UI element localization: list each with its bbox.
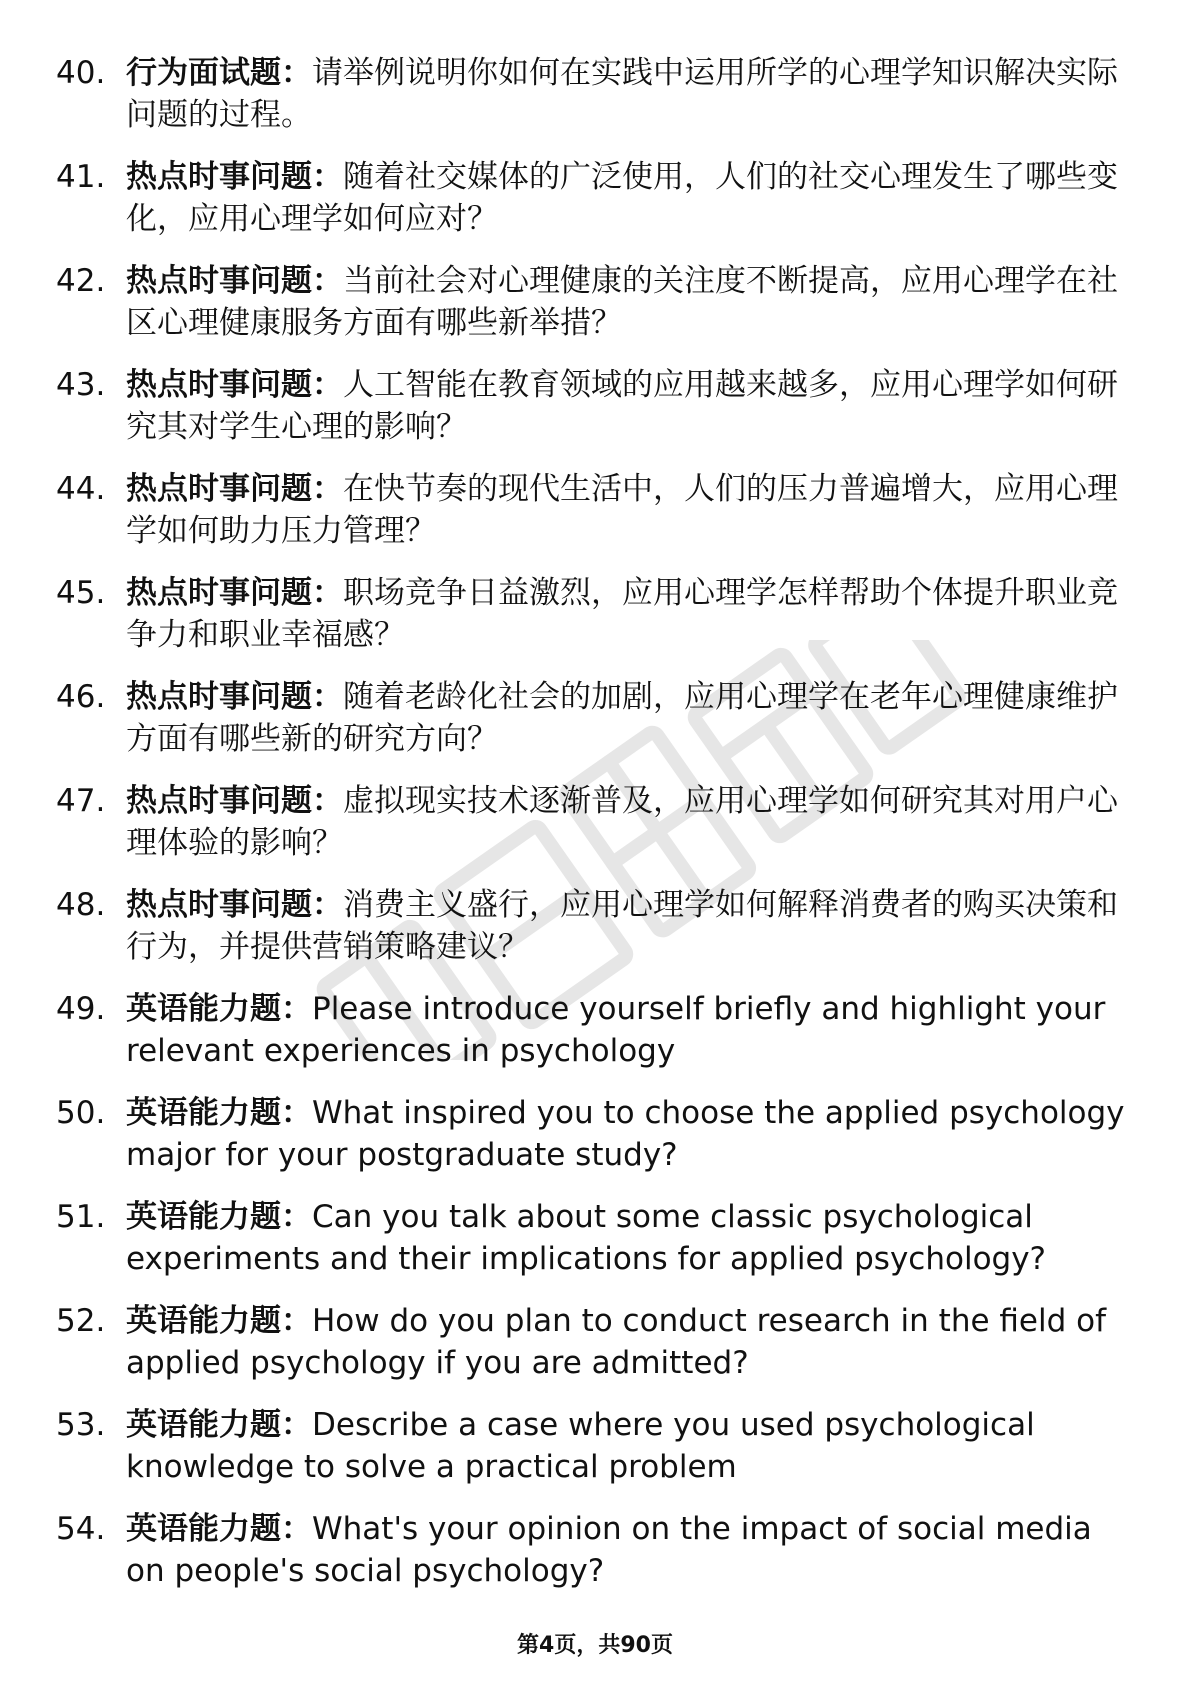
question-item bbox=[56, 364, 1136, 448]
question-text: How do you plan to conduct research in the field of applied psychology if you are admitted? bbox=[126, 1303, 1107, 1381]
question-category: 英语能力题： bbox=[126, 1199, 312, 1235]
question-text: What inspired you to choose the applied psychology major for your postgraduate study? bbox=[126, 1095, 1125, 1173]
question-category: 热点时事问题： bbox=[126, 887, 343, 923]
question-category: 英语能力题： bbox=[126, 1407, 312, 1443]
question-category: 热点时事问题： bbox=[126, 783, 343, 819]
question-category: 热点时事问题： bbox=[126, 263, 343, 299]
question-category: 热点时事问题： bbox=[126, 471, 343, 507]
question-item bbox=[56, 52, 1136, 136]
question-item bbox=[56, 884, 1136, 968]
question-number: 42. bbox=[56, 263, 106, 299]
question-number: 41. bbox=[56, 159, 106, 195]
question-text: 随着老龄化社会的加剧，应用心理学在老年心理健康维护方面有哪些新的研究方向？ bbox=[126, 679, 1118, 757]
question-number: 53. bbox=[56, 1407, 106, 1443]
question-item bbox=[56, 156, 1136, 240]
question-list bbox=[56, 52, 1136, 1612]
question-category: 热点时事问题： bbox=[126, 679, 343, 715]
question-category: 英语能力题： bbox=[126, 991, 312, 1027]
question-number: 52. bbox=[56, 1303, 106, 1339]
question-category: 英语能力题： bbox=[126, 1095, 312, 1131]
question-item bbox=[56, 988, 1136, 1072]
question-item bbox=[56, 1508, 1136, 1592]
question-number: 47. bbox=[56, 783, 106, 819]
question-item bbox=[56, 1404, 1136, 1488]
question-text: 在快节奏的现代生活中，人们的压力普遍增大，应用心理学如何助力压力管理？ bbox=[126, 471, 1118, 549]
question-category: 英语能力题： bbox=[126, 1303, 312, 1339]
question-category: 热点时事问题： bbox=[126, 367, 343, 403]
question-text: What's your opinion on the impact of social media on people's social psychology? bbox=[126, 1511, 1092, 1589]
question-text: 消费主义盛行，应用心理学如何解释消费者的购买决策和行为，并提供营销策略建议？ bbox=[126, 887, 1118, 965]
question-item bbox=[56, 1300, 1136, 1384]
question-number: 48. bbox=[56, 887, 106, 923]
question-item bbox=[56, 780, 1136, 864]
question-item bbox=[56, 468, 1136, 552]
question-text: 人工智能在教育领域的应用越来越多，应用心理学如何研究其对学生心理的影响？ bbox=[126, 367, 1118, 445]
question-text: 随着社交媒体的广泛使用，人们的社交心理发生了哪些变化，应用心理学如何应对？ bbox=[126, 159, 1118, 237]
page-footer: 第4页，共90页 bbox=[517, 1633, 673, 1658]
question-text: 职场竞争日益激烈，应用心理学怎样帮助个体提升职业竞争力和职业幸福感？ bbox=[126, 575, 1118, 653]
question-item bbox=[56, 1196, 1136, 1280]
question-number: 40. bbox=[56, 55, 106, 91]
question-category: 行为面试题： bbox=[126, 55, 312, 91]
question-number: 54. bbox=[56, 1511, 106, 1547]
question-item bbox=[56, 676, 1136, 760]
question-item bbox=[56, 1092, 1136, 1176]
question-text: Please introduce yourself briefly and highlight your relevant experiences in psychology bbox=[126, 991, 1106, 1069]
question-number: 44. bbox=[56, 471, 106, 507]
question-number: 49. bbox=[56, 991, 106, 1027]
question-category: 热点时事问题： bbox=[126, 575, 343, 611]
question-item bbox=[56, 260, 1136, 344]
question-number: 50. bbox=[56, 1095, 106, 1131]
question-category: 英语能力题： bbox=[126, 1511, 312, 1547]
question-text: 当前社会对心理健康的关注度不断提高，应用心理学在社区心理健康服务方面有哪些新举措？ bbox=[126, 263, 1118, 341]
question-category: 热点时事问题： bbox=[126, 159, 343, 195]
question-number: 46. bbox=[56, 679, 106, 715]
question-item bbox=[56, 572, 1136, 656]
question-number: 45. bbox=[56, 575, 106, 611]
question-text: Can you talk about some classic psychological experiments and their implications for applied psychology? bbox=[126, 1199, 1047, 1277]
question-text: 虚拟现实技术逐渐普及，应用心理学如何研究其对用户心理体验的影响？ bbox=[126, 783, 1118, 861]
question-number: 43. bbox=[56, 367, 106, 403]
question-text: Describe a case where you used psychological knowledge to solve a practical problem bbox=[126, 1407, 1035, 1485]
question-number: 51. bbox=[56, 1199, 106, 1235]
question-text: 请举例说明你如何在实践中运用所学的心理学知识解决实际问题的过程。 bbox=[126, 55, 1118, 133]
